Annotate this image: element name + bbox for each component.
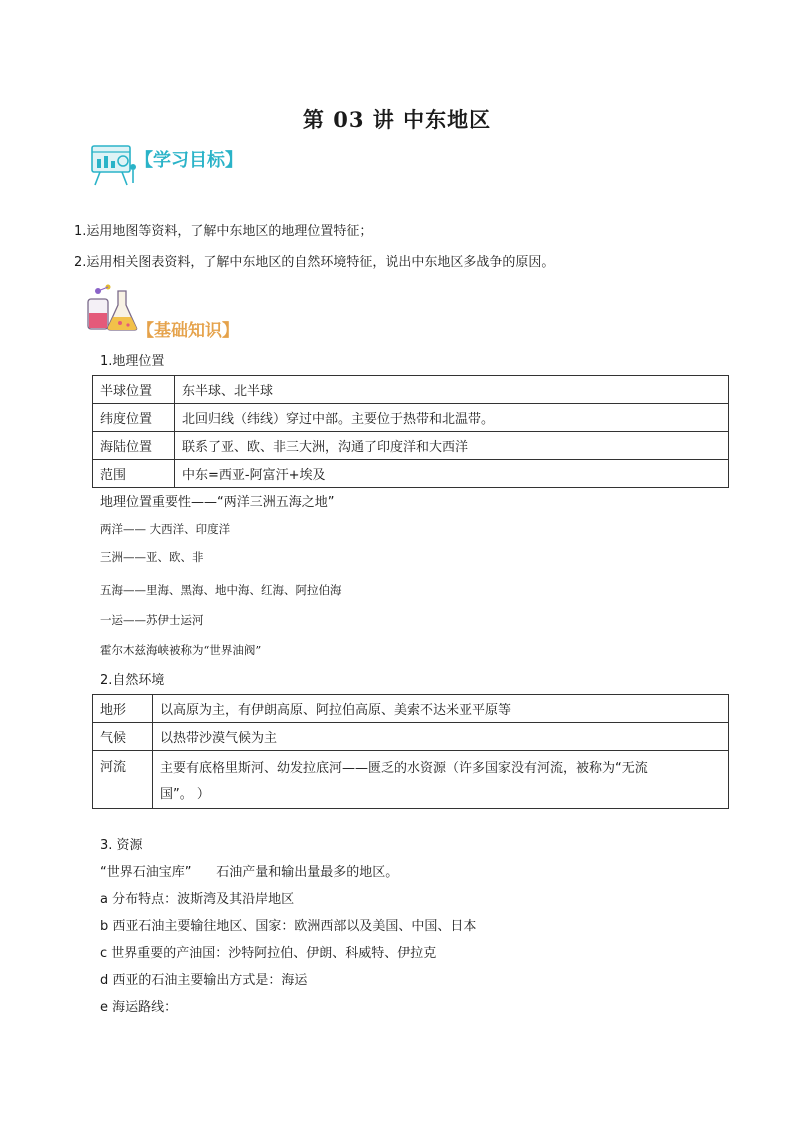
environment-table — [92, 694, 729, 809]
hand-note-hormuz: 霍尔木兹海峡被称为“世界油阀” — [100, 643, 262, 657]
table-cell-value: 联系了亚、欧、非三大洲，沟通了印度洋和大西洋 — [175, 432, 729, 460]
table-cell-value: 北回归线（纬线）穿过中部。主要位于热带和北温带。 — [175, 404, 729, 432]
table-row — [93, 695, 729, 723]
table-row — [93, 751, 729, 809]
table-row — [93, 432, 729, 460]
location-table — [92, 375, 729, 488]
importance-line: 地理位置重要性——“两洋三洲五海之地” — [100, 495, 335, 510]
page-title: 第 03 讲 中东地区 — [302, 107, 492, 132]
hand-note-continents: 三洲——亚、欧、非 — [100, 550, 204, 564]
learning-goals-header: 【学习目标】 — [135, 150, 243, 171]
basic-knowledge-header: 【基础知识】 — [137, 321, 239, 341]
table-cell-key: 气候 — [93, 723, 153, 751]
table-cell-value: 以热带沙漠气候为主 — [153, 723, 729, 751]
table-cell-key: 地形 — [93, 695, 153, 723]
learning-goal-2: 2.运用相关图表资料，了解中东地区的自然环境特征，说出中东地区多战争的原因。 — [74, 255, 555, 270]
table-row — [93, 376, 729, 404]
resource-line-e: e 海运路线： — [100, 1000, 178, 1015]
table-cell-value: 东半球、北半球 — [175, 376, 729, 404]
rivers-line-1: 主要有底格里斯河、幼发拉底河——匮乏的水资源（许多国家没有河流，被称为“无流 — [160, 761, 648, 776]
resource-line-oil-treasury: “世界石油宝库” 石油产量和输出量最多的地区。 — [100, 865, 399, 880]
lab-flask-icon — [84, 283, 140, 333]
table-cell-key: 河流 — [93, 751, 153, 809]
table-row — [93, 404, 729, 432]
table-cell-value: 以高原为主，有伊朗高原、阿拉伯高原、美索不达米亚平原等 — [153, 695, 729, 723]
table-cell-key: 半球位置 — [93, 376, 175, 404]
learning-goal-1: 1.运用地图等资料，了解中东地区的地理位置特征； — [74, 224, 373, 239]
resource-line-c: c 世界重要的产油国：沙特阿拉伯、伊朗、科威特、伊拉克 — [100, 946, 437, 961]
section-1-title: 1.地理位置 — [100, 354, 165, 369]
resource-line-b: b 西亚石油主要输往地区、国家：欧洲西部以及美国、中国、日本 — [100, 919, 477, 934]
table-cell-key: 纬度位置 — [93, 404, 175, 432]
table-cell-key: 海陆位置 — [93, 432, 175, 460]
table-row — [93, 723, 729, 751]
resource-line-d: d 西亚的石油主要输出方式是：海运 — [100, 973, 308, 988]
hand-note-canal: 一运——苏伊士运河 — [100, 613, 204, 627]
hand-note-oceans: 两洋—— 大西洋、印度洋 — [100, 522, 231, 536]
table-cell-value — [153, 751, 729, 809]
hand-note-seas: 五海——里海、黑海、地中海、红海、阿拉伯海 — [100, 583, 342, 597]
resource-line-a: a 分布特点：波斯湾及其沿岸地区 — [100, 892, 295, 907]
section-3-title: 3. 资源 — [100, 838, 143, 853]
table-cell-value: 中东=西亚-阿富汗+埃及 — [175, 460, 729, 488]
presentation-board-icon — [86, 143, 138, 187]
table-cell-key: 范围 — [93, 460, 175, 488]
section-2-title: 2.自然环境 — [100, 673, 165, 688]
table-row — [93, 460, 729, 488]
rivers-line-2: 国”。 ） — [160, 787, 210, 802]
